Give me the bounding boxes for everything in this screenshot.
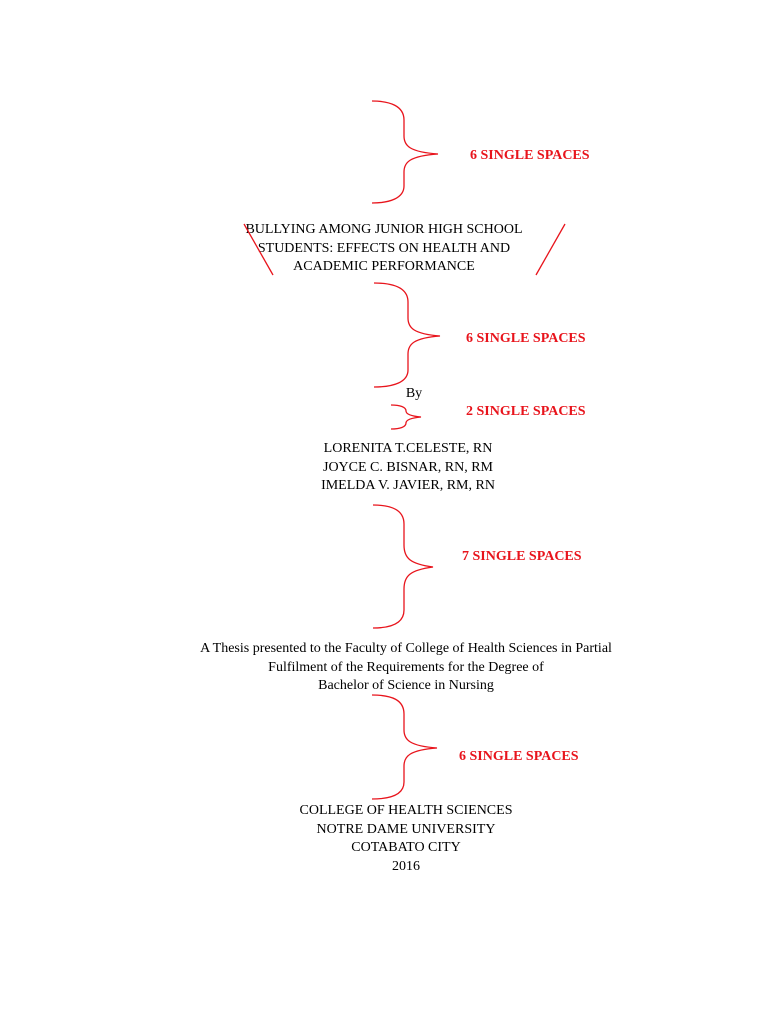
- statement-line: Fulfilment of the Requirements for the Degree of: [268, 659, 544, 675]
- spacing-annotation: 2 SINGLE SPACES: [466, 404, 586, 419]
- curly-brace-icon: [374, 283, 440, 387]
- institution-line: NOTRE DAME UNIVERSITY: [316, 821, 496, 837]
- spacing-annotation: 6 SINGLE SPACES: [466, 331, 586, 346]
- institution-line: 2016: [392, 858, 420, 874]
- thesis-title-line: STUDENTS: EFFECTS ON HEALTH AND: [257, 240, 511, 256]
- author-list: [24, 440, 768, 496]
- author-name: IMELDA V. JAVIER, RM, RN: [321, 478, 495, 493]
- spacing-annotation: 7 SINGLE SPACES: [462, 549, 582, 564]
- spacing-annotation: 6 SINGLE SPACES: [470, 148, 590, 163]
- institution-block: [22, 802, 768, 876]
- author-name: JOYCE C. BISNAR, RN, RM: [323, 459, 493, 475]
- curly-brace-icon: [391, 405, 421, 429]
- thesis-title-line: ACADEMIC PERFORMANCE: [293, 259, 475, 274]
- thesis-title-line: BULLYING AMONG JUNIOR HIGH SCHOOL: [245, 222, 523, 237]
- statement-line: A Thesis presented to the Faculty of College of Health Sciences in Partial: [200, 641, 612, 656]
- author-name: LORENITA T.CELESTE, RN: [323, 441, 493, 456]
- curly-brace-icon: [373, 505, 433, 628]
- curly-brace-icon: [372, 101, 438, 203]
- institution-line: COLLEGE OF HEALTH SCIENCES: [299, 803, 513, 818]
- thesis-statement: [22, 640, 768, 696]
- by-label: By: [405, 386, 423, 401]
- thesis-title: [0, 221, 768, 277]
- spacing-annotation: 6 SINGLE SPACES: [459, 749, 579, 764]
- statement-line: Bachelor of Science in Nursing: [318, 678, 494, 693]
- institution-line: COTABATO CITY: [351, 840, 461, 855]
- curly-brace-icon: [372, 695, 437, 799]
